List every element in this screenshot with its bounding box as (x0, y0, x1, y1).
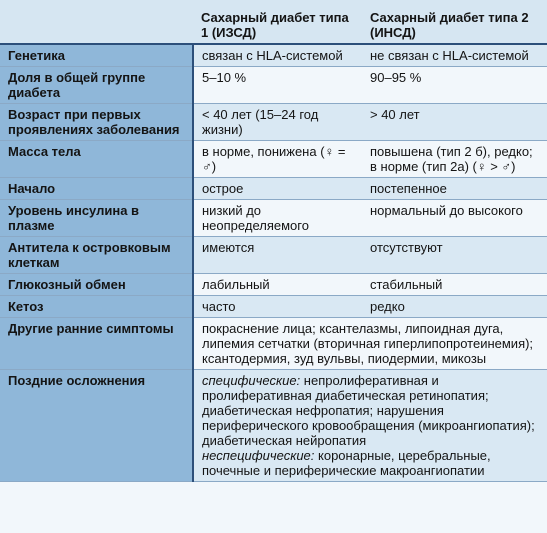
cell-type1: связан с HLA-системой (193, 44, 362, 67)
table-row (0, 178, 547, 200)
specific-text: непролиферативная и пролиферативная диабетическая ретинопатия; диабетическая нефропатия; нарушения периферического кровообращения (микроангиопатия); диабетическая нейропатия (202, 373, 535, 448)
cell-type1: имеются (193, 237, 362, 274)
cell-type1: острое (193, 178, 362, 200)
cell-type2: нормальный до высокого (362, 200, 547, 237)
row-label-glucose: Глюкозный обмен (0, 274, 193, 296)
cell-type1: 5–10 % (193, 67, 362, 104)
cell-type2: повышена (тип 2 б), редко; в норме (тип 2а) (♀ > ♂) (362, 141, 547, 178)
row-label-ketosis: Кетоз (0, 296, 193, 318)
table-row (0, 274, 547, 296)
table-row (0, 237, 547, 274)
cell-type1: < 40 лет (15–24 год жизни) (193, 104, 362, 141)
cell-type1: лабильный (193, 274, 362, 296)
cell-combined: покраснение лица; ксантелазмы, липоидная дуга, липемия сетчатки (вторичная гиперлипопротеинемия); ксантодермия, зуд вульвы, пиодермии, микозы (193, 318, 547, 370)
table-row (0, 200, 547, 237)
cell-type2: отсутствуют (362, 237, 547, 274)
table-row (0, 44, 547, 67)
row-label-age: Возраст при первых проявлениях заболевания (0, 104, 193, 141)
table-row (0, 104, 547, 141)
cell-type2: 90–95 % (362, 67, 547, 104)
table-row (0, 296, 547, 318)
row-label-early-symptoms: Другие ранние симптомы (0, 318, 193, 370)
row-label-onset: Начало (0, 178, 193, 200)
row-label-genetics: Генетика (0, 44, 193, 67)
table-row (0, 67, 547, 104)
cell-type1: в норме, понижена (♀ = ♂) (193, 141, 362, 178)
header-empty-cell (0, 0, 193, 44)
row-label-late-complications: Поздние осложнения (0, 370, 193, 482)
header-type2: Сахарный диабет типа 2 (ИНСД) (362, 0, 547, 44)
nonspecific-paragraph (202, 448, 541, 478)
row-label-insulin: Уровень инсулина в плазме (0, 200, 193, 237)
cell-type2: стабильный (362, 274, 547, 296)
table-row (0, 370, 547, 482)
cell-type2: > 40 лет (362, 104, 547, 141)
cell-type2: не связан с HLA-системой (362, 44, 547, 67)
specific-paragraph (202, 373, 541, 448)
specific-label: специфические: (202, 373, 301, 388)
cell-type2: редко (362, 296, 547, 318)
nonspecific-text: коронарные, церебральные, почечные и периферические макроангиопатии (202, 448, 491, 478)
cell-late-complications (193, 370, 547, 482)
row-label-share: Доля в общей группе диабета (0, 67, 193, 104)
header-row (0, 0, 547, 44)
table-row (0, 318, 547, 370)
row-label-antibodies: Антитела к островковым клеткам (0, 237, 193, 274)
cell-type1: низкий до неопределяемого (193, 200, 362, 237)
nonspecific-label: неспецифические: (202, 448, 315, 463)
header-type1: Сахарный диабет типа 1 (ИЗСД) (193, 0, 362, 44)
cell-type2: постепенное (362, 178, 547, 200)
cell-type1: часто (193, 296, 362, 318)
table-row (0, 141, 547, 178)
row-label-body-mass: Масса тела (0, 141, 193, 178)
